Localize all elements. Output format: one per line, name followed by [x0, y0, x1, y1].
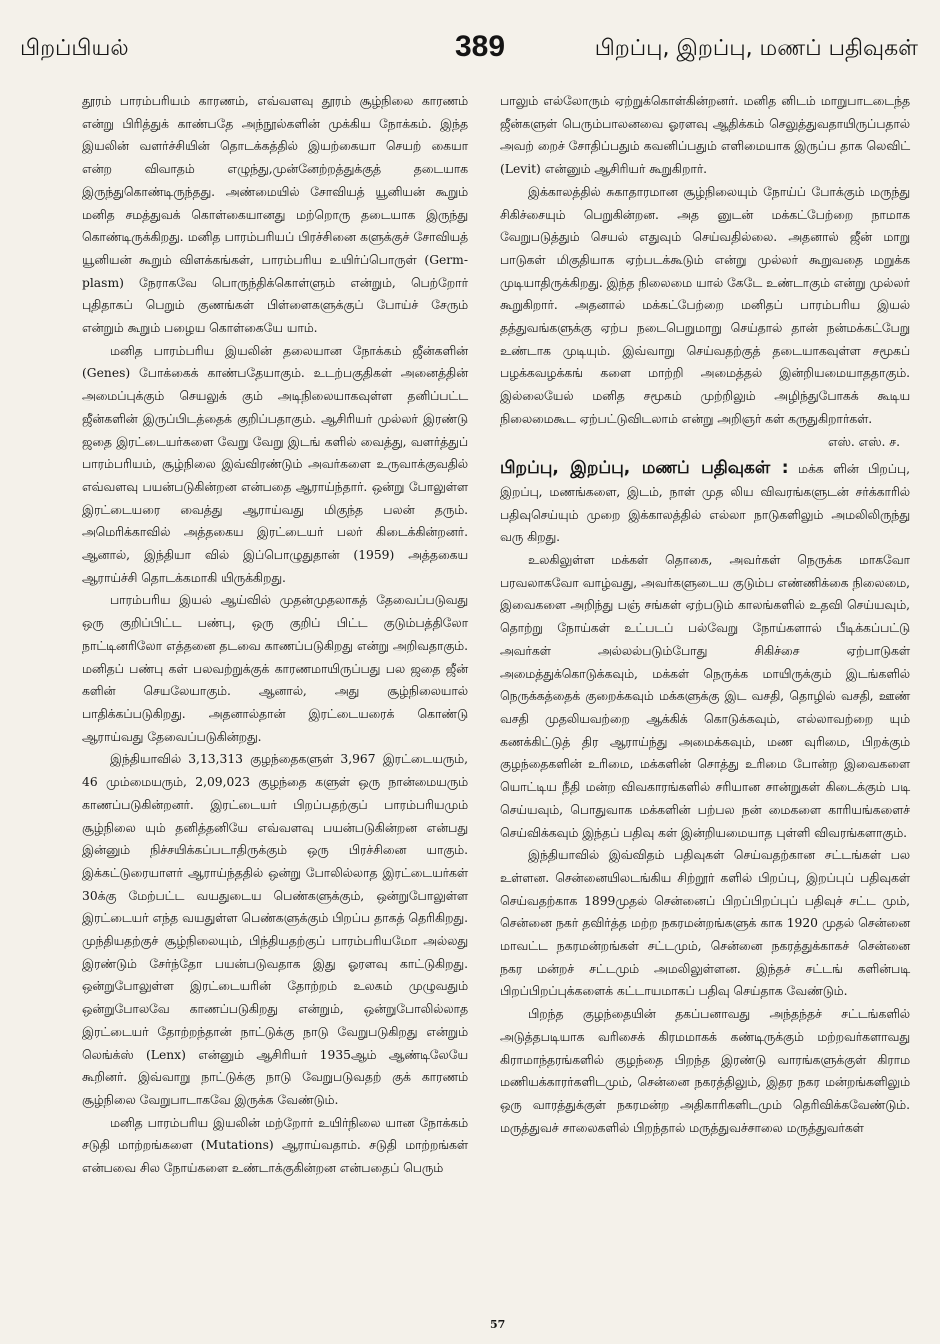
- paragraph: இந்தியாவில் 3,13,313 குழந்தைகளுள் 3,967 இரட்டையரும், 46 மும்மையரும், 2,09,023 குழந்தை களுள் ஒரு நான்மையரும் காணப்படுகின்றனர். இரட்டையர் பிறப்பதற்குப் பாரம்பரியமும் சூழ்நிலை யும் தனித்தனியே எவ்வளவு பயன்படுகின்றன என்பது இன்னும் நிச்சயிக்கப்படாதிருக்கும் ஒரு பிரச்சினை யாகும். இக்கட்டுரையாளர் ஆராய்ந்ததில் ஒன்று போலில்லாத இரட்டையர்கள் 30க்கு மேற்பட்ட வயதுடைய பெண்களுக்கும், ஒன்றுபோலுள்ள இரட்டையர் எந்த வயதுள்ள பெண்களுக்கும் பிறப்ப தாகத் தெரிகிறது. முந்தியதற்குச் சூழ்நிலையும், பிந்தியதற்குப் பாரம்பரியமோ அல்லது இரண்டும் சேர்ந்தோ பயன்படுவதாக இது ஓரளவு காட்டுகிறது. ஒன்றுபோலுள்ள இரட்டையரின் தோற்றம் உலகம் முழுவதும் ஒன்றுபோலவே காணப்படுகிறது என்றும், ஒன்றுபோலில்லாத இரட்டையர் தோற்றந்தான் நாட்டுக்கு நாடு வேறுபடுகிறது என்றும் லெங்க்ஸ் (Lenx) என்னும் ஆசிரியர் 1935ஆம் ஆண்டிலேயே கூறினர். இவ்வாறு நாட்டுக்கு நாடு வேறுபடுவதற் குக் காரணம் சூழ்நிலை வேறுபாடாகவே இருக்க வேண்டும்.: [82, 752, 468, 1107]
- entry-start: [500, 457, 910, 549]
- entry-title: பிறப்பு, இறப்பு, மணப் பதிவுகள் :: [500, 458, 789, 479]
- signature-mark: 57: [490, 1318, 506, 1331]
- running-head-left: பிறப்பியல்: [20, 36, 129, 61]
- paragraph: இந்தியாவில் இவ்விதம் பதிவுகள் செய்வதற்கான சட்டங்கள் பல உள்ளன. சென்னையிலடங்கிய சிற்றூர் களில் பிறப்பு, இறப்புப் பதிவுகள் செய்வதற்காக 1899முதல் சென்னைப் பிறப்பிறப்புப் பதிவுச் சட்ட மும், சென்னை நகர் தவிர்த்த மற்ற நகரமன்றங்களுக் காக 1920 முதல் சென்னை மாவட்ட நகரமன்றங்கள் சட்டமும், சென்னை நகரத்துக்காகச் சென்னை நகர மன்றச் சட்டமும் அமலிலுள்ளன. இந்தச் சட்டங் களின்படி பிறப்பிறப்புக்களைக் கட்டாயமாகப் பதிவு செய்தாக வேண்டும்.: [500, 848, 910, 999]
- entry-first-text: மக்க ளின் பிறப்பு, இறப்பு, மணங்களை, இடம், நாள் முத லிய விவரங்களுடன் சர்க்காரில் பதிவுசெய்யும் முறை இக்காலத்தில் எல்லா நாடுகளிலும் அமலிலிருந்து வரு கிறது.: [500, 462, 910, 545]
- paragraph: பிறந்த குழந்தையின் தகப்பனாவது அந்தந்தச் சட்டங்களில் அடுத்தபடியாக வரிசைக் கிரமமாகக் கண்டிருக்கும் மற்றவர்களாவது கிராமாந்தரங்களில் குழந்தை பிறந்த இரண்டு வாரங்களுக்குள் கிராம மணியக்காரர்களிடமும், சென்னை நகரத்திலும், இதர நகர மன்றங்களிலும் ஒரு வாரத்துக்குள் நகரமன்ற அதிகாரிகளிடமும் தெரிவிக்கவேண்டும். மருத்துவச் சாலைகளில் பிறந்தால் மருத்துவச்சாலை மருத்துவர்கள்: [500, 1007, 910, 1135]
- paragraph: மனித பாரம்பரிய இயலின் தலையான நோக்கம் ஜீன்களின் (Genes) போக்கைக் காண்பதேயாகும். உடற்பகுதிகள் அனைத்தின் அமைப்புக்கும் செயலுக் கும் அடிநிலையாகவுள்ள தனிப்பட்ட ஜீன்களின் இருப்பிடத்தைக் குறிப்பதாகும். ஆசிரியர் முல்லர் இரண்டு ஜதை இரட்டையர்களை வேறு வேறு இடங் களில் வைத்து, வளர்த்துப் பாரம்பரியம், சூழ்நிலை இவ்விரண்டும் அவர்களை உருவாக்குவதில் எவ்வளவு பயன்படுகின்றன என்பதை ஆராய்ந்தார். ஒன்று போலுள்ள இரட்டையரை வைத்து ஆராய்வது மிகுந்த பலன் தரும். அமெரிக்காவில் அத்தகைய இரட்டையர் பலர் கிடைக்கின்றனர். ஆனால், இந்தியா வில் இப்பொழுதுதான் (1959) அத்தகைய ஆராய்ச்சி தொடக்கமாகி யிருக்கிறது.: [82, 343, 468, 585]
- paragraph: உலகிலுள்ள மக்கள் தொகை, அவர்கள் நெருக்க மாகவோ பரவலாகவோ வாழ்வது, அவர்களுடைய குடும்ப எண்ணிக்கை நிலைமை, இவைகளை அறிந்து பஞ் சங்கள் ஏற்படும் காலங்களில் உதவி செய்யவும், தொற்று நோய்கள் உட்படப் பல்வேறு நோய்களால் பீடிக்கப்பட்டு அவர்கள் அல்லல்படும்போது சிகிச்சை ஏற்பாடுகள் அமைத்துக்கொடுக்கவும், மக்கள் நெருக்க மாயிருக்கும் இடங்களில் நெருக்கத்தைக் குறைக்கவும் மக்களுக்கு இட வசதி, தொழில் வசதி, ஊண் வசதி முதலியவற்றை ஆக்கிக் கொடுக்கவும், எல்லாவற்றை யும் கணக்கிட்டுத் திர ஆராய்ந்து அமைக்கவும், மண வுரிமை, பிறக்கும் குழந்தைகளின் உரிமை, மக்களின் சொத்து உரிமை போன்ற இவைகளை யொட்டிய நீதி மன்ற விவகாரங்களில் சரியான சான்றுகள் கிடைக்கும் படி செய்யவும், பொதுவாக மக்களின் பற்பல நன் மைகளை காரியங்களைச் செய்விக்கவும் இந்தப் பதிவு கள் இன்றியமையாத புள்ளி விவரங்களாகும்.: [500, 553, 910, 840]
- page-number: 389: [454, 30, 506, 63]
- paragraph: பாரம்பரிய இயல் ஆய்வில் முதன்முதலாகத் தேவைப்படுவது ஒரு குறிப்பிட்ட பண்பு, ஒரு குறிப் பிட்ட குடும்பத்திலோ நாட்டினரிலோ எத்தனை தடவை காணப்படுகிறது என்று அறிவதாகும். மனிதப் பண்பு கள் பலவற்றுக்குக் காரணமாயிருப்பது பல ஜதை ஜீன் களின் செயலேயாகும். ஆனால், அது சூழ்நிலையால் பாதிக்கப்படுகிறது. அதனால்தான் இரட்டையரைக் கொண்டு ஆராய்வது தேவைப்படுகின்றது.: [82, 593, 468, 744]
- running-head-right: பிறப்பு, இறப்பு, மணப் பதிவுகள்: [594, 36, 918, 61]
- right-column: [500, 90, 910, 1139]
- author-signature: எஸ். எஸ். ச.: [828, 434, 900, 449]
- paragraph: இக்காலத்தில் சுகாதாரமான சூழ்நிலையும் நோய்ப் போக்கும் மருந்து சிகிச்சையும் பெறுகின்றன. அத னுடன் மக்கட்பேற்றை நாமாக வேறுபடுத்தும் செயல் எதுவும் செய்வதில்லை. அதனால் ஜீன் மாறு பாடுகள் மிகுதியாக ஏற்படக்கூடும் என்று முல்லர் கூறுவதை மறுக்க முடியாதிருக்கிறது. இந்த நிலைமை யால் கேடே உண்டாகும் என்று முல்லர் கூறுகிறார். அதனால் மக்கட்பேற்றை மனிதப் பாரம்பரிய இயல் தத்துவங்களுக்கு ஏற்ப நடைபெறுமாறு செய்தால் தான் நன்மக்கட்பேறு உண்டாக முடியும். இவ்வாறு செய்வதற்குத் தடையாகவுள்ள சமூகப் பழக்கவழக்கங் களை மாற்றி அமைத்தல் இன்றியமையாததாகும். இல்லையேல் மனித சமூகம் முற்றிலும் அழிந்துபோகக் கூடிய நிலைமைகூட ஏற்பட்டுவிடலாம் என்று அறிஞர் கள் கருதுகிறார்கள்.: [500, 184, 910, 426]
- left-column: [82, 90, 468, 1180]
- paragraph: மனித பாரம்பரிய இயலின் மற்றோர் உயிர்நிலை யான நோக்கம் சடுதி மாற்றங்களை (Mutations) ஆராய்வதாம். சடுதி மாற்றங்கள் என்பவை சில நோய்களை உண்டாக்குகின்றன என்பதைப் பெரும்: [82, 1115, 468, 1176]
- paragraph: பாலும் எல்லோரும் ஏற்றுக்கொள்கின்றனர். மனித னிடம் மாறுபாடடைந்த ஜீன்களுள் பெரும்பாலனவை ஓரளவு ஆதிக்கம் செலுத்துவதாயிருப்பதால் அவற் றைச் சோதிப்பதும் கவனிப்பதும் எளிமையாக இருப்ப தாக லெவிட் (Levit) என்னும் ஆசிரியர் கூறுகிறார்.: [500, 94, 910, 177]
- paragraph: தூரம் பாரம்பரியம் காரணம், எவ்வளவு தூரம் சூழ்நிலை காரணம் என்று பிரித்துக் காண்பதே அந்நூல்களின் முக்கிய நோக்கம். இந்த இயலின் வளர்ச்சியின் தொடக்கத்தில் இயற்கையா செயற் கையா என்ற விவாதம் எழுந்து,முன்னேற்றத்துக்குத் தடையாக இருந்துகொண்டிருந்தது. அண்மையில் சோவியத் யூனியன் கூறும் மனித சமத்துவக் கொள்கையானது மற்றொரு தடையாக இருந்து கொண்டிருக்கிறது. மனித பாரம்பரியப் பிரச்சினை களுக்குச் சோவியத் யூனியன் கூறும் விளக்கங்கள், பாரம்பரிய உயிர்ப்பொருள் (Germ-plasm) நேராகவே பொருந்திக்கொள்ளும் என்றும், பெற்றோர் புதிதாகப் பெறும் குணங்கள் பிள்ளைகளுக்குப் போய்ச் சேரும் என்றும் கூறும் பழைய கொள்கையே யாம்.: [82, 94, 468, 336]
